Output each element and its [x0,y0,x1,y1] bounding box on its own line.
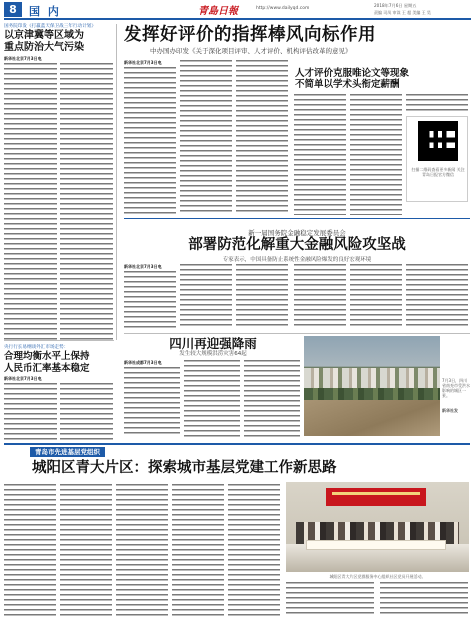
qingdao-banner-label: 青岛市先进基层党组织 [30,447,105,457]
left-story-2 [4,345,114,374]
lead-sub-headline [295,68,465,90]
finance-subhead: 专家表示，中国具备防止系统性金融风险爆发的良好宏观环境 [222,257,372,263]
lead-sub-headline-1: 人才评价克服唯论文等现象 [295,68,410,79]
finance-body-col4 [294,264,346,329]
lead-body-col2 [180,60,232,215]
left-story-headline-2: 重点防治大气污染 [4,42,84,53]
finance-body-col2 [180,264,232,329]
lead-body-col6 [406,94,468,112]
qingdao-body-col5 [228,484,280,616]
editor-line: 责编 司凤 审读 王 超 美编 王 昊 [374,10,431,15]
qingdao-photo-caption: 城阳区青大片区党群服务中心组织社区党员开展活动。 [329,574,426,579]
qingdao-body-col6 [286,582,374,616]
qr-caption: 扫描二维码查看更多新闻 关注青岛日报官方微信 [411,167,465,177]
finance-kicker: 新一届国务院金融稳定发展委员会 [248,229,346,237]
left-story-2-body-col1 [4,383,57,443]
flood-dateline: 新华社成都7月3日电 [124,360,162,365]
qingdao-headline: 城阳区青大片区：探索城市基层党建工作新思路 [32,460,337,476]
column-divider [116,24,117,340]
left-story-2-dateline: 新华社北京7月3日电 [4,376,42,381]
lead-body-col3 [236,60,288,215]
left-story-headline-1: 以京津冀等区域为 [4,30,84,41]
section-title: 国 内 [29,5,61,18]
left-story-2-body-col2 [60,383,113,443]
qr-box [406,116,468,202]
finance-headline: 部署防范化解重大金融风险攻坚战 [188,237,406,253]
flood-body-col3 [244,360,300,437]
flood-headline-block [124,336,302,358]
finance-body-col6 [406,264,468,329]
flood-photo-caption: 7月3日，四川省南充市受洪水影响的城区一景。 [442,378,470,398]
left-story-dateline: 新华社北京7月3日电 [4,56,42,61]
qingdao-photo [286,482,469,572]
lead-headline: 发挥好评价的指挥棒风向标作用 [124,25,376,45]
paper-url: http://www.dailyqd.com [256,6,310,11]
flood-body-col2 [184,360,240,437]
left-story-body-col2 [60,63,113,340]
left-story-2-headline-2: 人民币汇率基本稳定 [4,362,90,374]
qingdao-body-col3 [116,484,168,616]
qingdao-body-col2 [60,484,112,616]
finance-dateline: 新华社北京7月3日电 [124,264,162,269]
finance-bottom-rule [124,333,470,334]
flood-headline: 四川再迎强降雨 [169,336,257,351]
paper-logo: 青島日報 [198,6,238,17]
qr-code[interactable] [418,121,458,161]
header-rule [4,18,471,20]
left-story-2-rule [4,340,114,341]
page-header [4,2,471,18]
lead-body-col4 [294,94,346,215]
date-line: 2018年7月6日 星期五 [374,3,417,8]
qingdao-banner [4,443,470,457]
qingdao-body-col1 [4,484,56,616]
left-story-body-col1 [4,63,57,340]
finance-body-col5 [350,264,402,329]
flood-photo-credit: 新华社发 [442,408,458,413]
page-number-badge: 8 [4,2,22,17]
left-story-kicker: 国务院印发《打赢蓝天保卫战三年行动计划》 [4,24,96,29]
qingdao-body-col4 [172,484,224,616]
lead-sub-headline-2: 不简单以学术头衔定薪酬 [295,79,400,90]
flood-subhead: 发生较大规模洪涝灾害64起 [179,351,247,357]
left-story-2-headline-1: 合理均衡水平上保持 [4,351,90,362]
left-story-2-kicker: 央行行长易纲谈外汇市场走势： [4,345,69,350]
lead-subhead: 中办国办印发《关于深化项目评审、人才评价、机构评估改革的意见》 [150,47,352,55]
qingdao-body-col7 [380,582,468,616]
finance-body-col1 [124,271,176,329]
left-story [4,24,110,54]
flood-body-col1 [124,367,180,437]
flood-photo [304,336,440,436]
lead-body-col5 [350,94,402,215]
lead-body-col1 [124,67,176,215]
lead-bottom-rule [124,218,470,219]
finance-body-col3 [236,264,288,329]
lead-dateline: 新华社北京7月3日电 [124,60,162,65]
